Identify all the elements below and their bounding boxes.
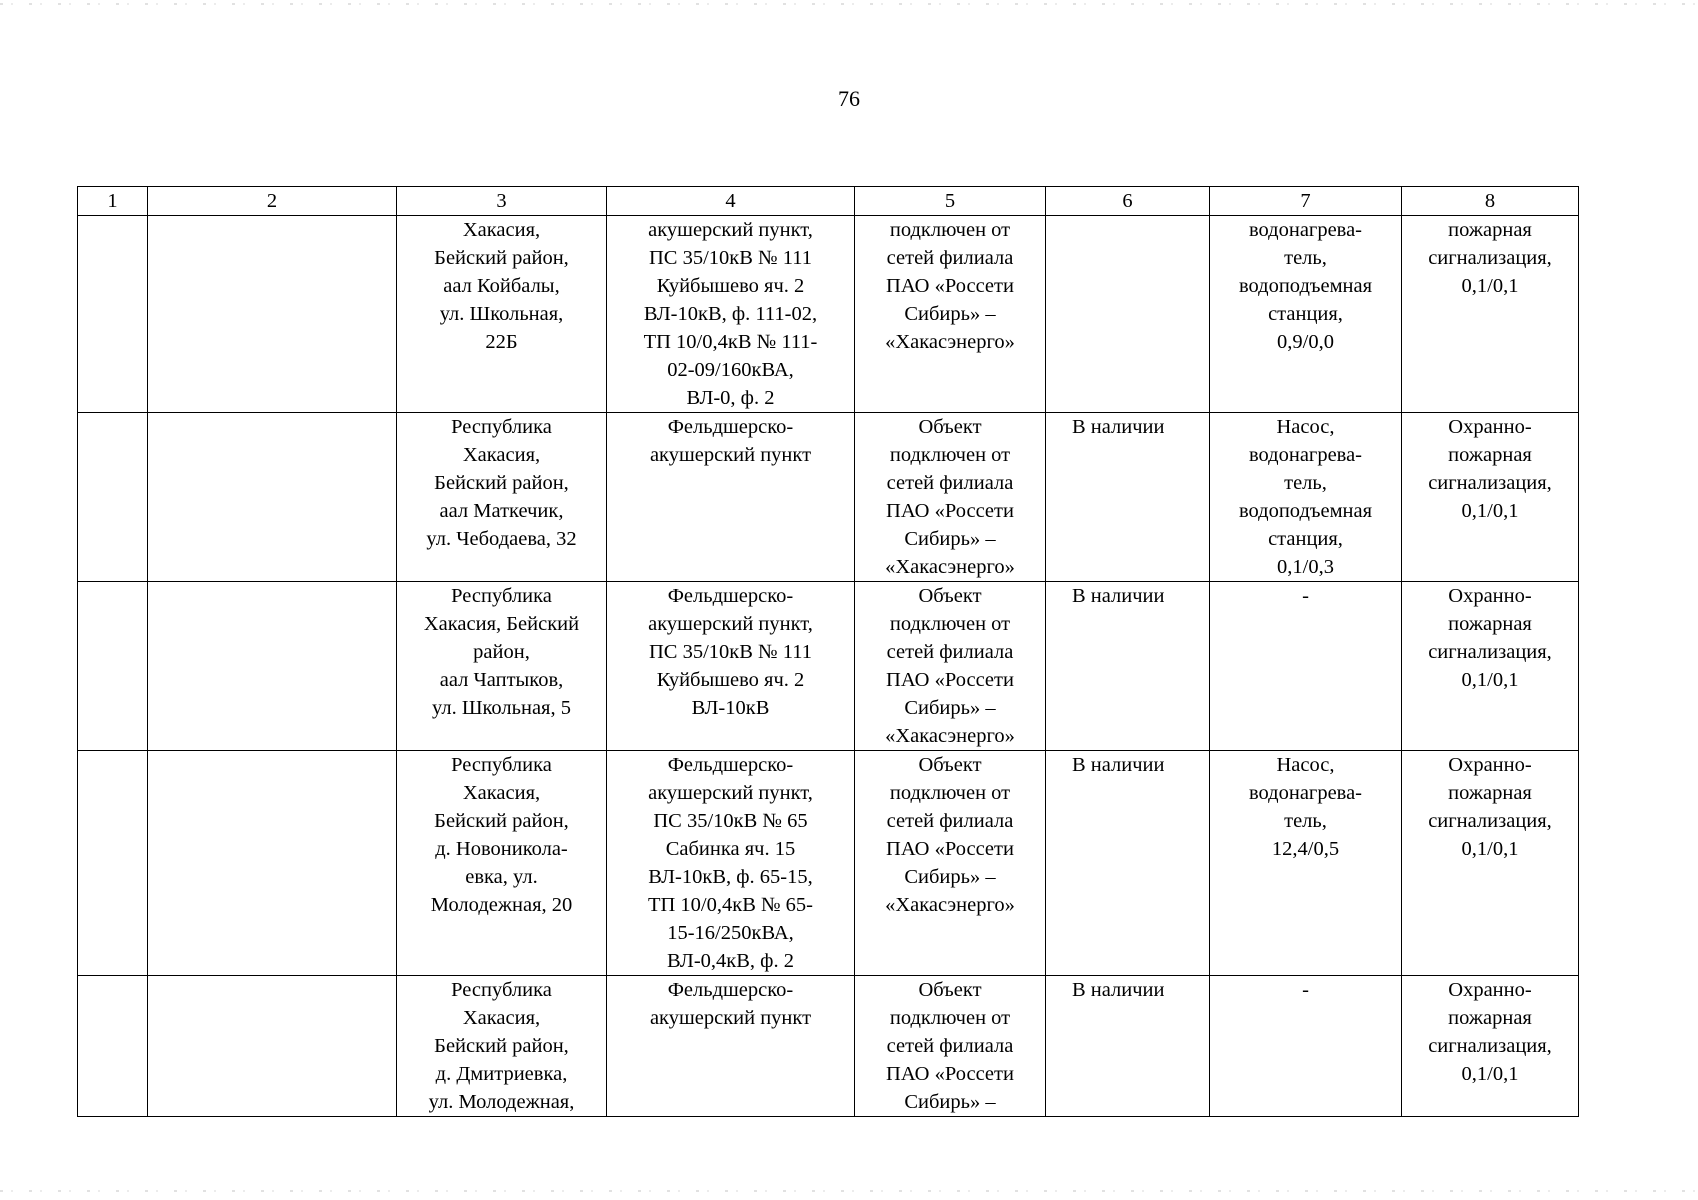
cell-security (1402, 751, 1579, 976)
cell-text-line: сигнализация, (1428, 641, 1552, 663)
cell-text-line: ПАО «Россети (886, 669, 1014, 691)
cell-text-line: В наличии (1072, 416, 1165, 438)
cell-text-line: Насос, (1276, 416, 1335, 438)
table-row (78, 751, 1579, 976)
table-row (78, 413, 1579, 582)
cell-text-line: Хакасия, (462, 1007, 541, 1029)
cell-power-supply (855, 413, 1046, 582)
cell-text-line: Республика (451, 754, 552, 776)
cell-name (148, 976, 397, 1117)
cell-text-line: Объект (918, 979, 982, 1001)
cell-text-line: Хакасия, (462, 444, 541, 466)
cell-security (1402, 976, 1579, 1117)
cell-text-line: аал Чаптыков, (439, 669, 564, 691)
cell-text-line: район, (473, 641, 530, 663)
cell-text-line: Фельдшерско- (667, 754, 794, 776)
cell-name (148, 413, 397, 582)
cell-text-line: сетей филиала (886, 810, 1014, 832)
cell-text-line: пожарная (1448, 444, 1532, 466)
page-number: 76 (838, 86, 860, 111)
cell-text-line: тель, (1284, 810, 1327, 832)
cell-text-line: д. Дмитриевка, (435, 1063, 568, 1085)
cell-text-line: подключен от (889, 1007, 1011, 1029)
cell-name (148, 751, 397, 976)
cell-text-line: 0,1/0,1 (1461, 669, 1519, 691)
cell-equipment (1210, 582, 1402, 751)
cell-address (397, 976, 607, 1117)
cell-water-supply (1046, 751, 1210, 976)
cell-water-supply (1046, 582, 1210, 751)
cell-text-line: акушерский пункт (649, 1007, 812, 1029)
cell-text-line: 0,1/0,1 (1461, 838, 1519, 860)
table-row (78, 582, 1579, 751)
cell-text-line: подключен от (889, 444, 1011, 466)
cell-text-line: ТП 10/0,4кВ № 111- (643, 331, 818, 353)
cell-text-line: Объект (918, 585, 982, 607)
cell-water-supply (1046, 413, 1210, 582)
cell-text-line: Объект (918, 416, 982, 438)
cell-text-line: Республика (451, 416, 552, 438)
cell-text-line: «Хакасэнерго» (885, 331, 1015, 353)
cell-text-line: - (1302, 979, 1309, 1001)
cell-text-line: ВЛ-10кВ, ф. 65-15, (648, 866, 813, 888)
cell-text-line: Молодежная, 20 (430, 894, 573, 916)
cell-text-line: акушерский пункт (649, 444, 812, 466)
cell-text-line: ВЛ-0,4кВ, ф. 2 (667, 950, 794, 972)
cell-text-line: 02-09/160кВА, (667, 359, 794, 381)
cell-water-supply (1046, 976, 1210, 1117)
cell-text-line: ПС 35/10кВ № 111 (649, 247, 812, 269)
cell-text-line: Сибирь» – (904, 697, 996, 719)
cell-text-line: В наличии (1072, 585, 1165, 607)
cell-facility (607, 751, 855, 976)
table-header (78, 187, 1579, 216)
cell-text-line: водонагрева- (1248, 444, 1363, 466)
header-col-4: 4 (607, 187, 855, 216)
cell-text-line: В наличии (1072, 754, 1165, 776)
cell-equipment (1210, 976, 1402, 1117)
cell-text-line: Сабинка яч. 15 (665, 838, 796, 860)
cell-text-line: водонагрева- (1248, 219, 1363, 241)
cell-address (397, 582, 607, 751)
cell-text-line: Хакасия, Бейский (423, 613, 580, 635)
cell-text-line: подключен от (889, 782, 1011, 804)
cell-text-line: Охранно- (1448, 979, 1532, 1001)
cell-text-line: 0,1/0,3 (1277, 556, 1334, 578)
cell-equipment (1210, 751, 1402, 976)
cell-text-line: д. Новоникола- (435, 838, 568, 860)
cell-text-line: евка, ул. (465, 866, 538, 888)
cell-text-line: Объект (918, 754, 982, 776)
cell-equipment (1210, 413, 1402, 582)
cell-text-line: Бейский район, (434, 810, 569, 832)
cell-text-line: Хакасия, (462, 219, 541, 241)
cell-text-line: Сибирь» – (904, 1091, 996, 1113)
cell-facility (607, 976, 855, 1117)
header-col-7: 7 (1210, 187, 1402, 216)
cell-text-line: 0,1/0,1 (1461, 500, 1519, 522)
cell-text-line: сигнализация, (1428, 472, 1552, 494)
cell-text-line: «Хакасэнерго» (885, 894, 1015, 916)
cell-power-supply (855, 976, 1046, 1117)
cell-facility (607, 413, 855, 582)
cell-text-line: акушерский пункт, (648, 782, 813, 804)
cell-text-line: сетей филиала (886, 1035, 1014, 1057)
cell-text-line: Насос, (1276, 754, 1335, 776)
cell-text-line: подключен от (889, 219, 1011, 241)
table-body (78, 216, 1579, 1117)
cell-text-line: водоподъемная (1238, 275, 1373, 297)
cell-text-line: Сибирь» – (904, 303, 996, 325)
cell-text-line: ПС 35/10кВ № 111 (649, 641, 812, 663)
header-col-2: 2 (148, 187, 397, 216)
facilities-table (77, 186, 1579, 1117)
cell-text-line: Бейский район, (434, 247, 569, 269)
cell-text-line: ул. Школьная, 5 (432, 697, 571, 719)
cell-number (78, 582, 148, 751)
cell-text-line: ул. Молодежная, (428, 1091, 575, 1113)
cell-text-line: Бейский район, (434, 1035, 569, 1057)
cell-text-line: пожарная (1448, 219, 1532, 241)
table-row (78, 216, 1579, 413)
cell-text-line: пожарная (1448, 782, 1532, 804)
cell-text-line: сигнализация, (1428, 247, 1552, 269)
cell-text-line: 22Б (485, 331, 518, 353)
cell-text-line: «Хакасэнерго» (885, 556, 1015, 578)
cell-text-line: подключен от (889, 613, 1011, 635)
cell-text-line: Хакасия, (462, 782, 541, 804)
cell-text-line: Охранно- (1448, 585, 1532, 607)
cell-text-line: ПС 35/10кВ № 65 (653, 810, 808, 832)
cell-text-line: аал Койбалы, (443, 275, 560, 297)
cell-text-line: аал Маткечик, (439, 500, 564, 522)
cell-text-line: водонагрева- (1248, 782, 1363, 804)
header-col-6: 6 (1046, 187, 1210, 216)
cell-text-line: Республика (451, 979, 552, 1001)
cell-address (397, 216, 607, 413)
cell-power-supply (855, 216, 1046, 413)
cell-text-line: Охранно- (1448, 754, 1532, 776)
cell-text-line: Куйбышево яч. 2 (656, 275, 805, 297)
cell-text-line: Бейский район, (434, 472, 569, 494)
cell-address (397, 413, 607, 582)
cell-text-line: тель, (1284, 472, 1327, 494)
cell-text-line: ВЛ-10кВ, ф. 111-02, (643, 303, 818, 325)
cell-text-line: ТП 10/0,4кВ № 65- (647, 894, 814, 916)
header-col-8: 8 (1402, 187, 1579, 216)
cell-security (1402, 582, 1579, 751)
cell-text-line: - (1302, 585, 1309, 607)
cell-number (78, 216, 148, 413)
cell-text-line: ПАО «Россети (886, 275, 1014, 297)
cell-text-line: акушерский пункт, (648, 219, 813, 241)
cell-text-line: Куйбышево яч. 2 (656, 669, 805, 691)
cell-text-line: 0,9/0,0 (1277, 331, 1334, 353)
cell-text-line: водоподъемная (1238, 500, 1373, 522)
header-col-1: 1 (78, 187, 148, 216)
cell-text-line: ПАО «Россети (886, 838, 1014, 860)
cell-text-line: 0,1/0,1 (1461, 1063, 1519, 1085)
cell-security (1402, 413, 1579, 582)
cell-text-line: Охранно- (1448, 416, 1532, 438)
scan-edge-top (0, 3, 1698, 5)
cell-text-line: сигнализация, (1428, 810, 1552, 832)
cell-text-line: сетей филиала (886, 472, 1014, 494)
cell-facility (607, 582, 855, 751)
cell-text-line: ВЛ-10кВ (691, 697, 770, 719)
cell-text-line: ул. Школьная, (439, 303, 564, 325)
header-col-5: 5 (855, 187, 1046, 216)
cell-text-line: Фельдшерско- (667, 979, 794, 1001)
header-col-3: 3 (397, 187, 607, 216)
cell-power-supply (855, 751, 1046, 976)
cell-text-line: В наличии (1072, 979, 1165, 1001)
cell-security (1402, 216, 1579, 413)
cell-text-line: ПАО «Россети (886, 500, 1014, 522)
cell-text-line: Фельдшерско- (667, 585, 794, 607)
cell-water-supply (1046, 216, 1210, 413)
cell-text-line: сетей филиала (886, 247, 1014, 269)
cell-text-line: сигнализация, (1428, 1035, 1552, 1057)
cell-text-line: ПАО «Россети (886, 1063, 1014, 1085)
cell-text-line: «Хакасэнерго» (885, 725, 1015, 747)
cell-address (397, 751, 607, 976)
cell-power-supply (855, 582, 1046, 751)
cell-text-line: тель, (1284, 247, 1327, 269)
cell-text-line: 15-16/250кВА, (667, 922, 794, 944)
cell-name (148, 582, 397, 751)
cell-text-line: сетей филиала (886, 641, 1014, 663)
cell-text-line: 0,1/0,1 (1461, 275, 1519, 297)
cell-text-line: 12,4/0,5 (1271, 838, 1340, 860)
cell-number (78, 976, 148, 1117)
cell-name (148, 216, 397, 413)
cell-text-line: Фельдшерско- (667, 416, 794, 438)
cell-text-line: Сибирь» – (904, 528, 996, 550)
cell-facility (607, 216, 855, 413)
cell-number (78, 751, 148, 976)
cell-text-line: Республика (451, 585, 552, 607)
cell-text-line: акушерский пункт, (648, 613, 813, 635)
header-row (78, 187, 1579, 216)
cell-text-line: станция, (1268, 528, 1343, 550)
cell-equipment (1210, 216, 1402, 413)
cell-number (78, 413, 148, 582)
scan-edge-bottom (0, 1190, 1698, 1192)
cell-text-line: Сибирь» – (904, 866, 996, 888)
cell-text-line: пожарная (1448, 1007, 1532, 1029)
cell-text-line: станция, (1268, 303, 1343, 325)
cell-text-line: пожарная (1448, 613, 1532, 635)
table-row (78, 976, 1579, 1117)
cell-text-line: ул. Чебодаева, 32 (426, 528, 577, 550)
cell-text-line: ВЛ-0, ф. 2 (686, 387, 775, 409)
